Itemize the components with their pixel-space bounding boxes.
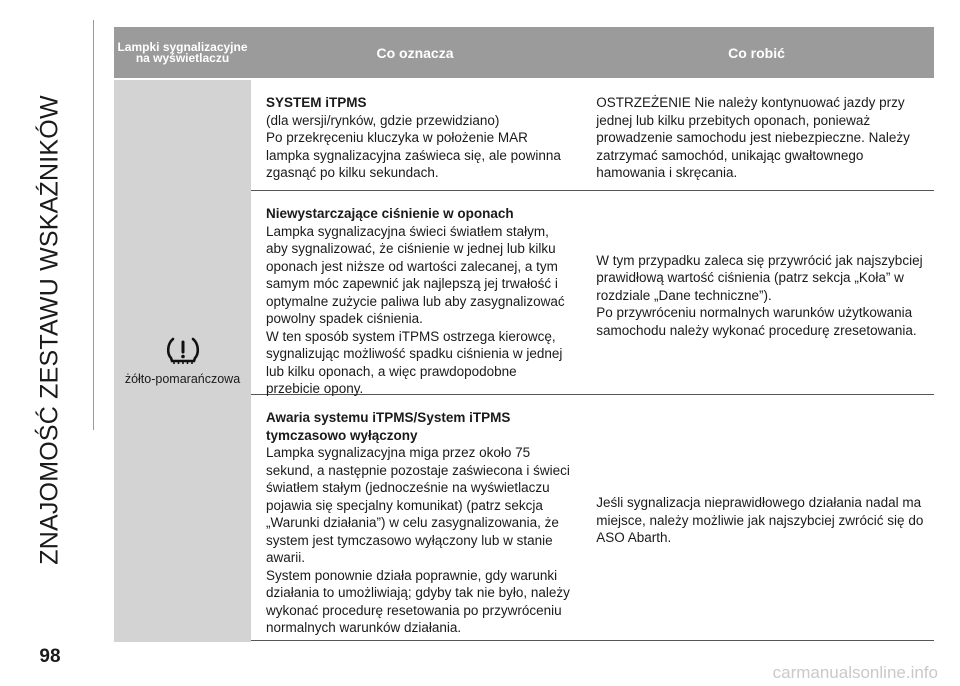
section-title: ZNAJOMOŚĆ ZESTAWU WSKAŹNIKÓW xyxy=(35,95,64,565)
action-text: W tym przypadku zaleca się przywrócić jak najszybciej prawidłową wartość ciśnienia (patrz sekcja „Koła” w rozdziale „Dane techniczne”). Po przywróceniu normalnych warunków użytkowania samochodu należy wykonać procedurę zresetowania. xyxy=(596,252,923,338)
meaning-text: Lampka sygnalizacyjna miga przez około 75 sekund, a następnie pozostaje zaświecona i świeci światłem stałym (jednocześnie na wyświetlaczu pojawia się specjalny komunikat) (patrz sekcja „Warunki działania”) w celu zasygnalizowania, że system jest tymczasowo wyłączony lub w stanie awarii. System ponownie działa poprawnie, gdy warunki działania to umożliwiają; gdyby tak nie było, należy wykonać procedurę resetowania po przywróceniu normalnych warunków działania. xyxy=(266,445,570,635)
meaning-cell xyxy=(251,395,581,640)
header-action: Co robić xyxy=(728,44,785,61)
meaning-title: Awaria systemu iTPMS/System iTPMS tymczasowo wyłączony xyxy=(266,410,511,443)
tire-pressure-warning-icon xyxy=(165,336,201,366)
header-meaning: Co oznacza xyxy=(376,44,454,61)
action-text: OSTRZEŻENIE Nie należy kontynuować jazdy przy jednej lub kilku przebitych oponach, ponieważ prowadzenie samochodu jest niebezpieczne. Należy zatrzymać samochód, unikając gwałtownego hamowania i skręcania. xyxy=(596,95,910,180)
meaning-cell xyxy=(251,191,581,394)
table-rows xyxy=(251,80,934,642)
table-header xyxy=(114,27,934,78)
lamp-color-label: żółto-pomarańczowa xyxy=(124,372,241,386)
action-cell xyxy=(581,80,934,190)
meaning-cell xyxy=(251,80,581,190)
table-row xyxy=(251,80,934,191)
table-row xyxy=(251,395,934,641)
page-number: 98 xyxy=(39,646,61,667)
meaning-title: SYSTEM iTPMS xyxy=(266,95,367,110)
meaning-title: Niewystarczające ciśnienie w oponach xyxy=(266,206,514,221)
action-text: Jeśli sygnalizacja nieprawidłowego działania nadal ma miejsce, należy możliwie jak najszybciej zwrócić się do ASO Abarth. xyxy=(596,495,924,546)
section-divider xyxy=(93,20,94,430)
watermark: carmanualsonline.info xyxy=(772,663,938,682)
warning-lights-table xyxy=(114,27,934,642)
meaning-text: (dla wersji/rynków, gdzie przewidziano) Po przekręceniu kluczyka w położenie MAR lampka sygnalizacyjna zaświeca się, ale powinna zgasnąć po kilku sekundach. xyxy=(266,112,561,180)
action-cell xyxy=(581,191,934,394)
table-row xyxy=(251,191,934,395)
action-cell xyxy=(581,395,934,640)
header-lamps: Lampki sygnalizacyjne na wyświetlaczu xyxy=(117,39,248,65)
lamp-cell xyxy=(114,80,251,642)
meaning-text: Lampka sygnalizacyjna świeci światłem stałym, aby sygnalizować, że ciśnienie w jednej lub kilku oponach jest niższe od wartości zalecanej, a tym samym móc zapewnić jak najlepszą jej trwałość i optymalne zużycie paliwa lub aby zasygnalizować powolny spadek ciśnienia. W ten sposób system iTPMS ostrzega kierowcę, sygnalizując możliwość spadku ciśnienia w jednej lub kilku oponach, a więc prawdopodobne przebicie opony. xyxy=(266,223,565,396)
